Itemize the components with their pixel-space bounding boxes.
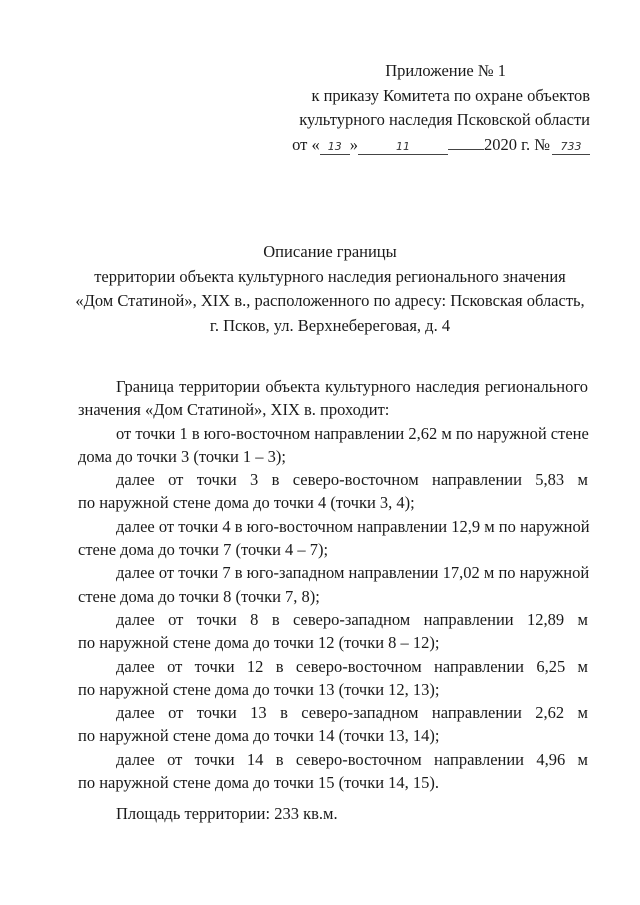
- appendix-date-line: [280, 133, 590, 158]
- appendix-order-line: к приказу Комитета по охране объектов: [311, 85, 590, 105]
- segment-5-line-1: далее от точки 8 в северо-западном направлении 12,89 м: [116, 609, 588, 629]
- appendix-title: Приложение № 1: [385, 61, 506, 80]
- territory-area: Площадь территории: 233 кв.м.: [116, 804, 338, 824]
- intro-line-1: Граница территории объекта культурного наследия регионального: [116, 377, 588, 396]
- handwritten-number: 733: [552, 140, 590, 155]
- segment-1-line-2: дома до точки 3 (точки 1 – 3);: [78, 446, 286, 466]
- appendix-committee-line: культурного наследия Псковской области: [299, 110, 590, 129]
- segment-8-line-2: по наружной стене дома до точки 15 (точки 14, 15).: [78, 773, 440, 793]
- appendix-header: [280, 59, 590, 157]
- segment-2-line-2: по наружной стене дома до точки 4 (точки 3, 4);: [78, 493, 415, 513]
- title-line-4: г. Псков, ул. Верхнебереговая, д. 4: [209, 315, 451, 335]
- segment-6-line-2: по наружной стене дома до точки 13 (точки 12, 13);: [78, 679, 440, 699]
- year-and-number-label: 2020 г. №: [483, 134, 550, 154]
- segment-7-line-1: далее от точки 13 в северо-западном направлении 2,62 м: [116, 703, 588, 723]
- document-title: [60, 240, 600, 338]
- date-prefix: от «: [292, 134, 320, 154]
- segment-8-line-1: далее от точки 14 в северо-восточном направлении 4,96 м: [116, 749, 588, 769]
- segment-3-line-2: стене дома до точки 7 (точки 4 – 7);: [78, 540, 329, 560]
- segment-2-line-1: далее от точки 3 в северо-восточном направлении 5,83 м: [116, 470, 588, 490]
- document-body: [78, 375, 588, 826]
- date-mid: »: [349, 134, 358, 154]
- segment-1-line-1: от точки 1 в юго-восточном направлении 2,62 м по наружной стене: [116, 423, 589, 443]
- title-line-3: «Дом Статиной», XIX в., расположенного по адресу: Псковская область,: [75, 291, 585, 310]
- segment-6-line-1: далее от точки 12 в северо-восточном направлении 6,25 м: [116, 656, 588, 676]
- segment-4-line-2: стене дома до точки 8 (точки 7, 8);: [78, 586, 320, 606]
- segment-7-line-2: по наружной стене дома до точки 14 (точки 13, 14);: [78, 726, 440, 746]
- handwritten-day: 13: [320, 140, 350, 155]
- title-line-1: Описание границы: [263, 242, 397, 261]
- blank-underline: [448, 137, 484, 150]
- segment-3-line-1: далее от точки 4 в юго-восточном направлении 12,9 м по наружной: [116, 516, 590, 536]
- handwritten-month: 11: [358, 140, 448, 155]
- title-line-2: территории объекта культурного наследия регионального значения: [94, 266, 566, 286]
- intro-line-2: значения «Дом Статиной», XIX в. проходит:: [78, 400, 390, 420]
- segment-5-line-2: по наружной стене дома до точки 12 (точки 8 – 12);: [78, 633, 440, 653]
- segment-4-line-1: далее от точки 7 в юго-западном направлении 17,02 м по наружной: [116, 563, 590, 583]
